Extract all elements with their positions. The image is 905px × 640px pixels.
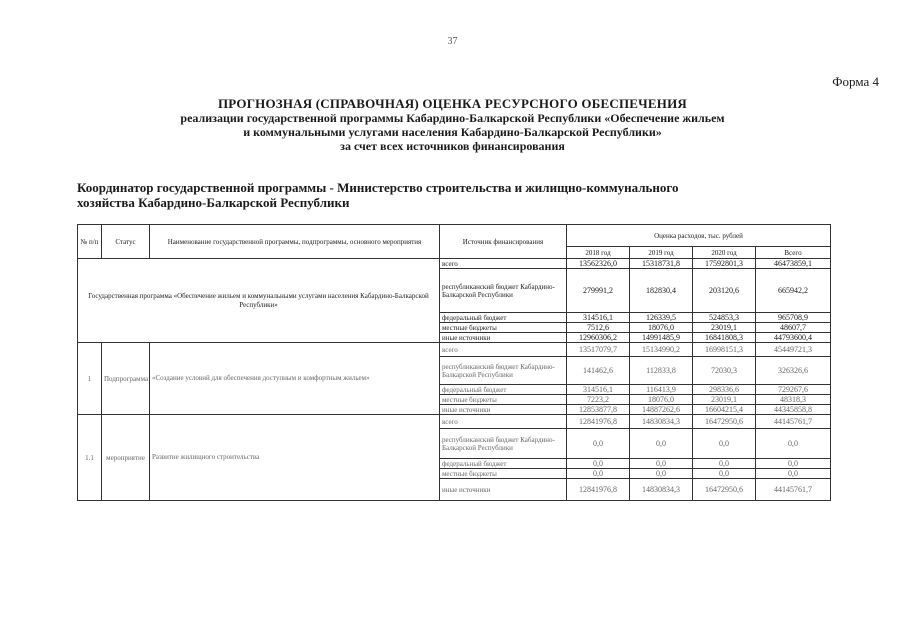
value-2018: 12841976,8 bbox=[567, 415, 630, 429]
value-2018: 12853877,8 bbox=[567, 405, 630, 415]
value-total: 48318,3 bbox=[756, 395, 831, 405]
coordinator-line-1: Координатор государственной программы - Министерство строительства и жилищно-коммунального bbox=[77, 180, 679, 195]
value-total: 0,0 bbox=[756, 429, 831, 459]
value-2018: 279991,2 bbox=[567, 269, 630, 313]
program-name: Государственная программа «Обеспечение жильем и коммунальными услугами населения Кабардино-Балкарской Республики» bbox=[78, 259, 440, 343]
source-cell: местные бюджеты bbox=[440, 323, 567, 333]
value-2020: 16472950,6 bbox=[693, 479, 756, 501]
value-total: 44345858,8 bbox=[756, 405, 831, 415]
value-2018: 12841976,8 bbox=[567, 479, 630, 501]
value-2020: 16841808,3 bbox=[693, 333, 756, 343]
source-cell: иные источники bbox=[440, 405, 567, 415]
value-total: 44145761,7 bbox=[756, 415, 831, 429]
value-2019: 14830834,3 bbox=[630, 479, 693, 501]
title-line-4: за счет всех источников финансирования bbox=[340, 139, 565, 153]
value-2020: 298336,6 bbox=[693, 385, 756, 395]
resource-table bbox=[77, 224, 831, 501]
form-label: Форма 4 bbox=[832, 74, 879, 89]
title-line-2: реализации государственной программы Кабардино-Балкарской Республики «Обеспечение жильем bbox=[180, 111, 725, 125]
source-cell: всего bbox=[440, 343, 567, 357]
value-2020: 0,0 bbox=[693, 459, 756, 469]
value-2020: 16998151,3 bbox=[693, 343, 756, 357]
value-2019: 14830834,3 bbox=[630, 415, 693, 429]
value-2019: 18076,0 bbox=[630, 395, 693, 405]
row-status: Подпрограмма bbox=[102, 343, 150, 415]
header-name: Наименование государственной программы, подпрограммы, основного мероприятия bbox=[150, 225, 440, 259]
subprogram-name: «Создание условий для обеспечения доступным и комфортным жильем» bbox=[150, 343, 440, 415]
value-2020: 72030,3 bbox=[693, 357, 756, 385]
value-total: 44145761,7 bbox=[756, 479, 831, 501]
value-2020: 0,0 bbox=[693, 469, 756, 479]
value-2020: 0,0 bbox=[693, 429, 756, 459]
value-2019: 0,0 bbox=[630, 429, 693, 459]
source-cell: федеральный бюджет bbox=[440, 459, 567, 469]
source-cell: всего bbox=[440, 415, 567, 429]
table-row bbox=[78, 343, 831, 357]
row-status: мероприятие bbox=[102, 415, 150, 501]
value-2020: 16604215,4 bbox=[693, 405, 756, 415]
value-2019: 126339,5 bbox=[630, 313, 693, 323]
header-total: Всего bbox=[756, 247, 831, 259]
value-2018: 314516,1 bbox=[567, 313, 630, 323]
document-title bbox=[0, 97, 905, 153]
header-2020: 2020 год bbox=[693, 247, 756, 259]
header-2019: 2019 год bbox=[630, 247, 693, 259]
value-total: 0,0 bbox=[756, 469, 831, 479]
title-line-1: ПРОГНОЗНАЯ (СПРАВОЧНАЯ) ОЦЕНКА РЕСУРСНОГО ОБЕСПЕЧЕНИЯ bbox=[218, 96, 687, 111]
header-status: Статус bbox=[102, 225, 150, 259]
value-total: 326326,6 bbox=[756, 357, 831, 385]
coordinator-line-2: хозяйства Кабардино-Балкарской Республики bbox=[77, 195, 350, 210]
header-num: № п/п bbox=[78, 225, 102, 259]
header-source: Источник финансирования bbox=[440, 225, 567, 259]
value-total: 0,0 bbox=[756, 459, 831, 469]
source-cell: иные источники bbox=[440, 333, 567, 343]
value-total: 48607,7 bbox=[756, 323, 831, 333]
source-cell: республиканский бюджет Кабардино-Балкарской Республики bbox=[440, 269, 567, 313]
value-2019: 0,0 bbox=[630, 469, 693, 479]
source-cell: всего bbox=[440, 259, 567, 269]
page-number: 37 bbox=[447, 36, 458, 47]
value-2018: 141462,6 bbox=[567, 357, 630, 385]
value-2019: 14991485,9 bbox=[630, 333, 693, 343]
value-2019: 14887262,6 bbox=[630, 405, 693, 415]
value-2020: 16472950,6 bbox=[693, 415, 756, 429]
header-estimate: Оценка расходов, тыс. рублей bbox=[567, 225, 831, 247]
value-total: 729267,6 bbox=[756, 385, 831, 395]
value-2020: 17592801,3 bbox=[693, 259, 756, 269]
source-cell: республиканский бюджет Кабардино-Балкарской Республики bbox=[440, 357, 567, 385]
value-2018: 0,0 bbox=[567, 459, 630, 469]
table-row bbox=[78, 259, 831, 269]
value-total: 665942,2 bbox=[756, 269, 831, 313]
value-2019: 182830,4 bbox=[630, 269, 693, 313]
source-cell: местные бюджеты bbox=[440, 469, 567, 479]
value-2019: 18076,0 bbox=[630, 323, 693, 333]
source-cell: республиканский бюджет Кабардино-Балкарской Республики bbox=[440, 429, 567, 459]
row-number: 1 bbox=[78, 343, 102, 415]
value-2020: 524853,3 bbox=[693, 313, 756, 323]
title-line-3: и коммунальными услугами населения Кабардино-Балкарской Республики» bbox=[243, 125, 662, 139]
value-2019: 0,0 bbox=[630, 459, 693, 469]
value-2020: 203120,6 bbox=[693, 269, 756, 313]
value-2020: 23019,1 bbox=[693, 395, 756, 405]
row-number: 1.1 bbox=[78, 415, 102, 501]
value-2019: 116413,9 bbox=[630, 385, 693, 395]
value-2018: 7512,6 bbox=[567, 323, 630, 333]
header-2018: 2018 год bbox=[567, 247, 630, 259]
value-total: 965708,9 bbox=[756, 313, 831, 323]
value-2018: 7223,2 bbox=[567, 395, 630, 405]
value-2020: 23019,1 bbox=[693, 323, 756, 333]
value-2018: 12960306,2 bbox=[567, 333, 630, 343]
value-2018: 0,0 bbox=[567, 429, 630, 459]
coordinator-heading bbox=[77, 180, 837, 210]
source-cell: федеральный бюджет bbox=[440, 313, 567, 323]
source-cell: федеральный бюджет bbox=[440, 385, 567, 395]
value-2018: 0,0 bbox=[567, 469, 630, 479]
value-total: 46473859,1 bbox=[756, 259, 831, 269]
value-2019: 15318731,8 bbox=[630, 259, 693, 269]
value-total: 45449721,3 bbox=[756, 343, 831, 357]
value-2018: 13562326,0 bbox=[567, 259, 630, 269]
table-row bbox=[78, 415, 831, 429]
measure-name: Развитие жилищного строительства bbox=[150, 415, 440, 501]
source-cell: иные источники bbox=[440, 479, 567, 501]
value-2018: 13517079,7 bbox=[567, 343, 630, 357]
value-2019: 112833,8 bbox=[630, 357, 693, 385]
value-2019: 15134990,2 bbox=[630, 343, 693, 357]
value-2018: 314516,1 bbox=[567, 385, 630, 395]
value-total: 44793600,4 bbox=[756, 333, 831, 343]
source-cell: местные бюджеты bbox=[440, 395, 567, 405]
